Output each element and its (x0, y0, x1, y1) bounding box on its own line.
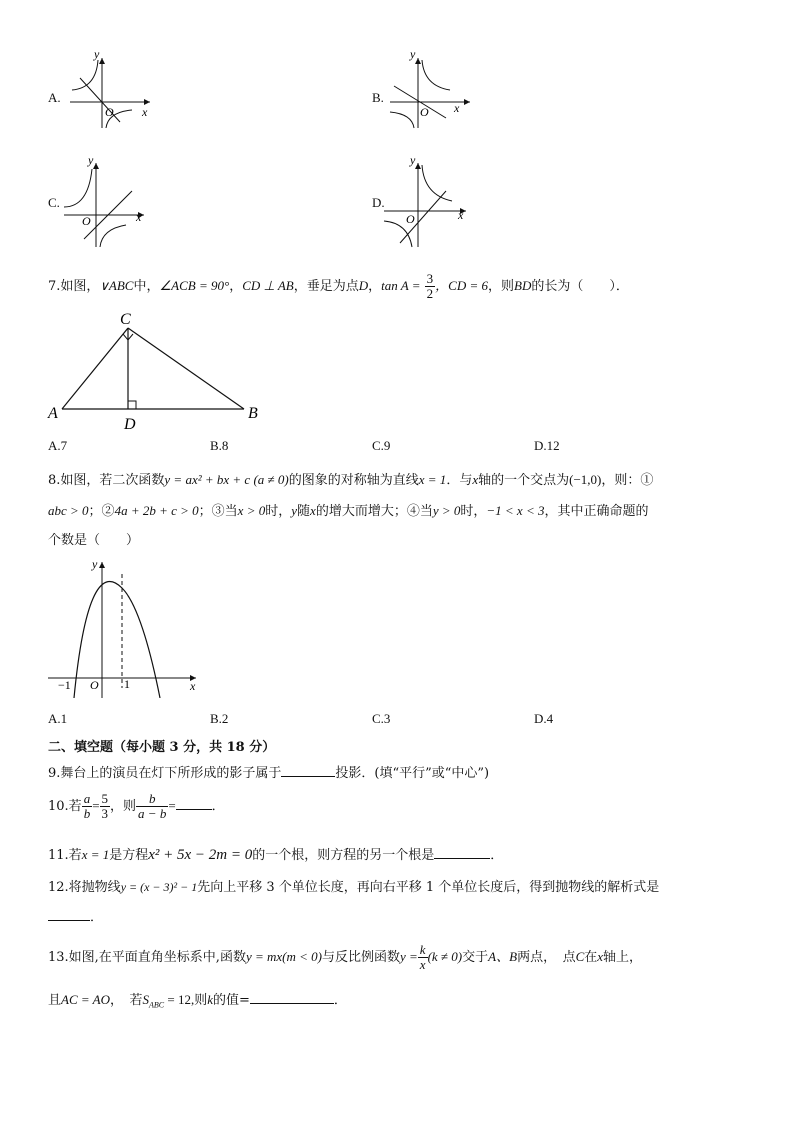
q8-option-a: A.1 (48, 711, 68, 726)
svg-text:O: O (105, 105, 114, 119)
svg-text:−1: −1 (58, 678, 71, 692)
answer-blank[interactable] (176, 797, 212, 810)
svg-text:x: x (458, 208, 464, 222)
answer-blank[interactable] (434, 846, 490, 859)
q8-option-b: B.2 (210, 711, 229, 726)
question-7-text: 7.如图，∨ABC中，∠ACB = 90°，CD ⊥ AB，垂足为点D，tan A = $\frac{3}{2}$ ，CD = 6，则BD的长为（ ）． (48, 271, 629, 301)
svg-text:x: x (142, 105, 148, 119)
fraction-3-2: $\frac{3}{2}$ (426, 271, 434, 301)
question-12-line-2: ． (48, 906, 103, 925)
question-10-text: 10.若 $\frac{a}{b}$ = $\frac{5}{3}$ ，则 $\frac{b}{a - b}$ = ． (48, 791, 225, 821)
svg-text:B: B (248, 405, 258, 422)
answer-blank[interactable] (281, 764, 335, 777)
option-label-a: A. (48, 90, 61, 105)
question-13-line-1: 13.如图,在平面直角坐标系中,函数y = mx(m < 0)与反比例函数y = $\frac{k}{x}$ (k ≠ 0)交于A、B两点， 点C在x轴上， (48, 942, 643, 972)
q7-option-d: D.12 (534, 438, 560, 453)
svg-text:O: O (420, 105, 429, 119)
svg-text:C: C (120, 311, 131, 328)
graph-option-c (60, 155, 160, 250)
answer-blank[interactable] (48, 908, 90, 921)
question-8-line-1: 8.如图，若二次函数y = ax² + bx + c (a ≠ 0)的图象的对称轴为直线x = 1．与x轴的一个交点为(−1,0)，则：① (48, 472, 654, 488)
question-9-text: 9.舞台上的演员在灯下所形成的影子属于 投影．(填“平行”或“中心”) (48, 766, 490, 781)
q8-option-c: C.3 (372, 711, 391, 726)
svg-text:1: 1 (124, 677, 130, 691)
svg-text:y: y (94, 50, 100, 61)
svg-text:x: x (136, 210, 142, 224)
svg-text:y: y (88, 155, 94, 167)
q7-option-b: B.8 (210, 438, 229, 453)
option-label-d: D. (372, 195, 385, 210)
parabola-figure (44, 558, 204, 698)
svg-text:O: O (90, 678, 99, 692)
answer-blank[interactable] (250, 991, 334, 1004)
graph-option-a (60, 50, 160, 130)
svg-text:A: A (48, 405, 58, 422)
svg-text:O: O (82, 214, 91, 228)
svg-text:y: y (92, 558, 98, 571)
option-label-b: B. (372, 90, 384, 105)
triangle-figure (44, 308, 274, 433)
question-13-line-2: 且AC = AO， 若$S_{ABC} = 12$,则k的值= ． (48, 992, 347, 1010)
q7-option-a: A.7 (48, 438, 68, 453)
svg-text:y: y (410, 50, 416, 61)
question-8-line-3: 个数是（ ） (48, 533, 140, 548)
option-label-c: C. (48, 195, 60, 210)
svg-text:O: O (406, 212, 415, 226)
svg-text:y: y (410, 155, 416, 167)
section-2-heading: 二、填空题（每小题 3 分，共 18 分） (48, 740, 276, 755)
q7-option-c: C.9 (372, 438, 391, 453)
graph-option-b (380, 50, 480, 130)
q8-option-d: D.4 (534, 711, 554, 726)
svg-text:x: x (454, 101, 460, 115)
question-8-line-2: abc > 0；②4a + 2b + c > 0；③当x > 0时，y随x的增大而增大；④当y > 0时，−1 < x < 3，其中正确命题的 (48, 503, 649, 519)
svg-text:D: D (124, 416, 136, 433)
graph-option-d (380, 155, 480, 250)
question-11-text: 11.若x = 1是方程x² + 5x − 2m = 0的一个根，则方程的另一个根是 ． (48, 847, 504, 863)
svg-text:x: x (190, 679, 196, 693)
question-12-line-1: 12.将抛物线y = (x − 3)² − 1先向上平移 3 个单位长度，再向右平移 1 个单位长度后，得到抛物线的解析式是 (48, 880, 660, 895)
